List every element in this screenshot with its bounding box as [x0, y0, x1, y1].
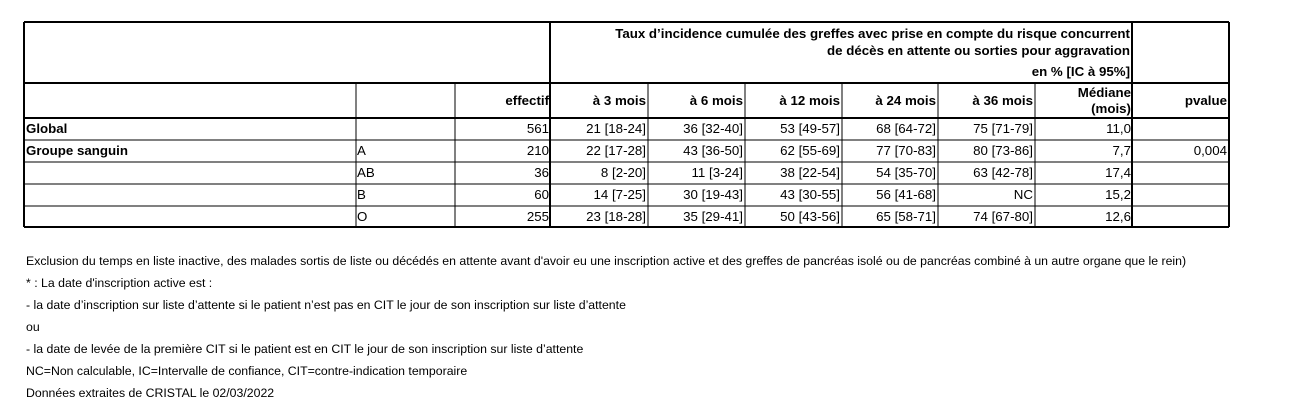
cell-3-mois: 22 [17-28] — [586, 143, 646, 158]
cell-mediane: 7,7 — [1112, 143, 1131, 158]
table-title-line2: de décès en attente ou sorties pour aggravation — [827, 43, 1130, 58]
cell-36-mois: 75 [71-79] — [973, 121, 1033, 136]
row-label-groupe-sanguin: Groupe sanguin — [26, 143, 128, 158]
footnote-inscription-case1: - la date d’inscription sur liste d’attente si le patient n’est pas en CIT le jour de son inscription sur liste d’attente — [26, 298, 626, 312]
cell-24-mois: 65 [58-71] — [876, 209, 936, 224]
cell-36-mois: 63 [42-78] — [973, 165, 1033, 180]
col-header-effectif: effectif — [505, 93, 549, 108]
cell-effectif: 255 — [526, 209, 549, 224]
cell-mediane: 12,6 — [1105, 209, 1131, 224]
row-group: B — [357, 187, 366, 202]
cell-12-mois: 43 [30-55] — [780, 187, 840, 202]
cell-6-mois: 35 [29-41] — [683, 209, 743, 224]
cell-36-mois: 80 [73-86] — [973, 143, 1033, 158]
cell-24-mois: 56 [41-68] — [876, 187, 936, 202]
col-header-24-mois: à 24 mois — [875, 93, 936, 108]
col-header-mediane-unit: (mois) — [1091, 101, 1131, 116]
cell-24-mois: 54 [35-70] — [876, 165, 936, 180]
cell-12-mois: 62 [55-69] — [780, 143, 840, 158]
row-label-global: Global — [26, 121, 68, 136]
cell-mediane: 17,4 — [1105, 165, 1131, 180]
cell-12-mois: 53 [49-57] — [780, 121, 840, 136]
cell-6-mois: 36 [32-40] — [683, 121, 743, 136]
col-header-pvalue: pvalue — [1184, 93, 1227, 108]
col-header-36-mois: à 36 mois — [972, 93, 1033, 108]
cell-36-mois: NC — [1013, 187, 1033, 202]
cell-pvalue: 0,004 — [1193, 143, 1227, 158]
col-header-6-mois: à 6 mois — [689, 93, 743, 108]
cell-effectif: 60 — [534, 187, 549, 202]
footnote-inscription-case2: - la date de levée de la première CIT si le patient est en CIT le jour de son inscription sur liste d’attente — [26, 342, 584, 356]
cell-mediane: 15,2 — [1105, 187, 1131, 202]
col-header-12-mois: à 12 mois — [779, 93, 840, 108]
cell-3-mois: 21 [18-24] — [586, 121, 646, 136]
cell-effectif: 36 — [534, 165, 549, 180]
cell-12-mois: 38 [22-54] — [780, 165, 840, 180]
footnote-source: Données extraites de CRISTAL le 02/03/2022 — [26, 386, 275, 400]
cell-effectif: 210 — [526, 143, 549, 158]
cell-3-mois: 14 [7-25] — [593, 187, 646, 202]
cell-24-mois: 68 [64-72] — [876, 121, 936, 136]
cell-3-mois: 23 [18-28] — [586, 209, 646, 224]
cell-36-mois: 74 [67-80] — [973, 209, 1033, 224]
row-group: A — [357, 143, 366, 158]
row-group: O — [357, 209, 368, 224]
cell-12-mois: 50 [43-56] — [780, 209, 840, 224]
footnote-abbreviations: NC=Non calculable, IC=Intervalle de confiance, CIT=contre-indication temporaire — [26, 364, 468, 378]
cell-24-mois: 77 [70-83] — [876, 143, 936, 158]
table-title-line1: Taux d’incidence cumulée des greffes avec prise en compte du risque concurrent — [615, 26, 1130, 41]
col-header-3-mois: à 3 mois — [592, 93, 646, 108]
footnote-inscription-definition: * : La date d'inscription active est : — [26, 276, 213, 290]
cell-6-mois: 11 [3-24] — [691, 165, 743, 180]
cell-6-mois: 43 [36-50] — [683, 143, 743, 158]
cell-6-mois: 30 [19-43] — [683, 187, 743, 202]
col-header-mediane: Médiane — [1077, 85, 1131, 100]
cell-mediane: 11,0 — [1106, 121, 1131, 136]
cell-effectif: 561 — [526, 121, 549, 136]
footnote-exclusion: Exclusion du temps en liste inactive, des malades sortis de liste ou décédés en attente avant d'avoir eu une inscription active et des greffes de pancréas isolé ou de pancréas combiné à un autre organe que le rein) — [26, 254, 1187, 268]
cell-3-mois: 8 [2-20] — [600, 165, 646, 180]
footnote-ou: ou — [26, 320, 40, 334]
row-group: AB — [357, 165, 375, 180]
table-unit: en % [IC à 95%] — [1031, 64, 1130, 79]
